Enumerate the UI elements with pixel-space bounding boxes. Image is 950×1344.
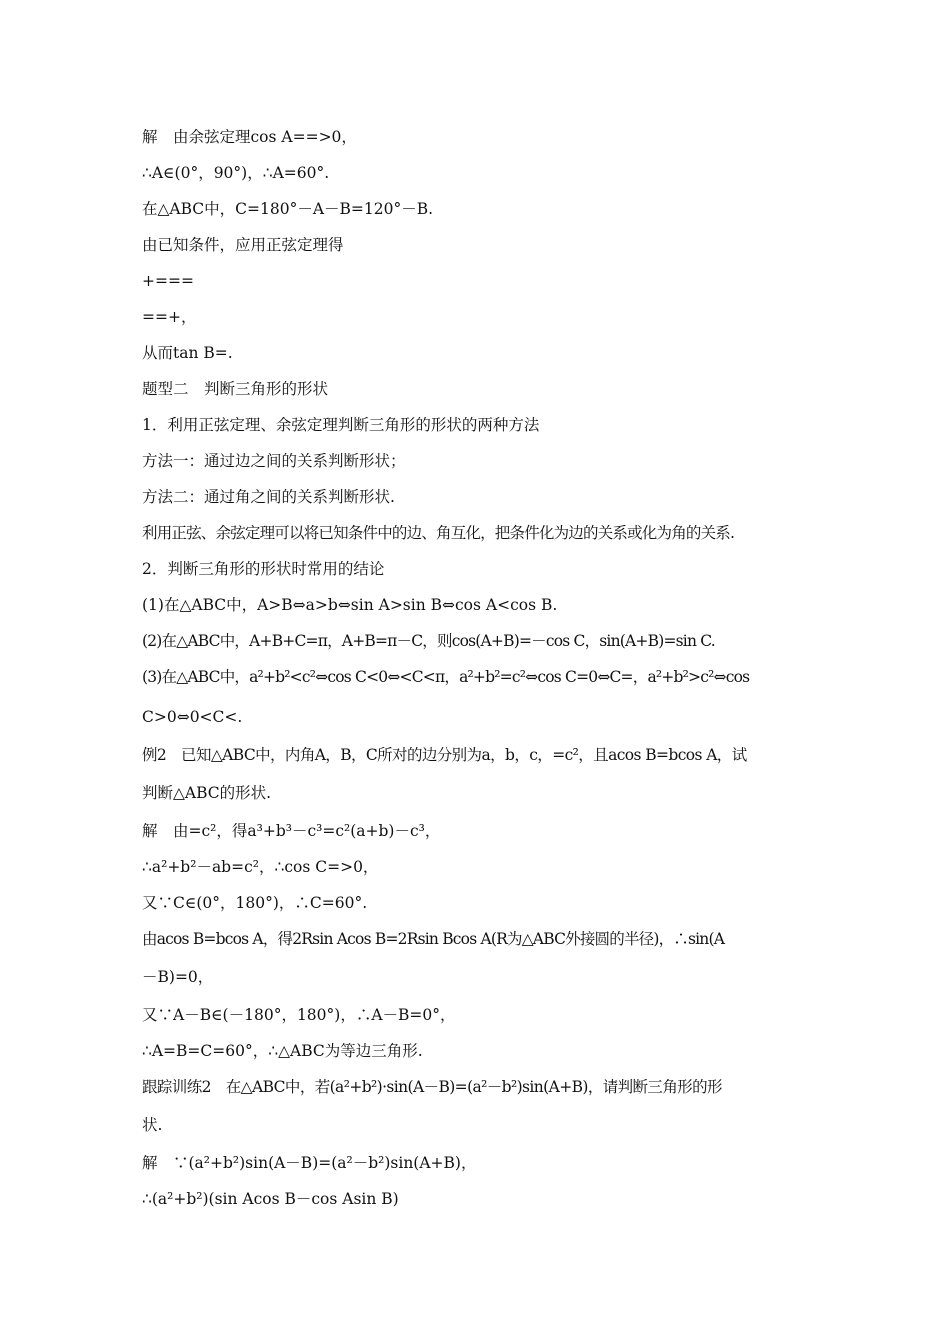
text-line: 从而tan B=. — [142, 344, 233, 362]
text-line: 又∵A－B∈(－180°，180°)，∴A－B=0°， — [142, 1006, 456, 1024]
text-line: 由已知条件，应用正弦定理得 — [142, 236, 344, 254]
text-line: (1)在△ABC中，A>B⇔a>b⇔sin A>sin B⇔cos A<cos B. — [142, 596, 558, 614]
text-line: (2)在△ABC中，A+B+C=π，A+B=π－C，则cos(A+B)=－cos C，sin(A+B)=sin C. — [142, 632, 715, 650]
text-line: 解 由余弦定理cos A==>0， — [142, 128, 357, 146]
text-line: 在△ABC中，C=180°－A－B=120°－B. — [142, 200, 434, 218]
text-line: (3)在△ABC中，a²+b²<c²⇔cos C<0⇔<C<π，a²+b²=c²⇔cos C=0⇔C=，a²+b²>c²⇔cos — [142, 668, 750, 686]
text-line: 方法一：通过边之间的关系判断形状； — [142, 452, 406, 470]
text-line: ==+， — [142, 308, 197, 326]
exercise-heading: 跟踪训练2 在△ABC中，若(a²+b²)·sin(A－B)=(a²－b²)sin(A+B)，请判断三角形的形 — [142, 1078, 722, 1096]
text-line: 又∵C∈(0°，180°)，∴C=60°. — [142, 894, 368, 912]
text-line: 由acos B=bcos A，得2Rsin Acos B=2Rsin Bcos A(R为△ABC外接圆的半径)，∴sin(A — [142, 930, 725, 948]
text-line: C>0⇔0<C<. — [142, 708, 243, 726]
text-line: －B)=0， — [142, 968, 214, 986]
text-line: 解 由=c²，得a³+b³－c³=c²(a+b)－c³， — [142, 822, 441, 840]
text-line: 1．利用正弦定理、余弦定理判断三角形的形状的两种方法 — [142, 416, 540, 434]
text-line: ∴A=B=C=60°，∴△ABC为等边三角形. — [142, 1042, 423, 1060]
text-line: ∴a²+b²－ab=c²，∴cos C=>0， — [142, 858, 379, 876]
text-line: 利用正弦、余弦定理可以将已知条件中的边、角互化，把条件化为边的关系或化为角的关系. — [142, 524, 735, 542]
text-line: 解 ∵(a²+b²)sin(A－B)=(a²－b²)sin(A+B)， — [142, 1154, 477, 1172]
text-line: 状. — [142, 1116, 163, 1134]
text-line: ∴A∈(0°，90°)，∴A=60°. — [142, 164, 330, 182]
text-line: ∴(a²+b²)(sin Acos B－cos Asin B) — [142, 1190, 399, 1208]
example-heading: 例2 已知△ABC中，内角A，B，C所对的边分别为a，b，c，=c²，且acos B=bcos A，试 — [142, 746, 747, 764]
text-line: +=== — [142, 272, 194, 290]
text-line: 2．判断三角形的形状时常用的结论 — [142, 560, 385, 578]
text-line: 方法二：通过角之间的关系判断形状. — [142, 488, 395, 506]
section-heading: 题型二 判断三角形的形状 — [142, 380, 329, 398]
text-line: 判断△ABC的形状. — [142, 784, 272, 802]
